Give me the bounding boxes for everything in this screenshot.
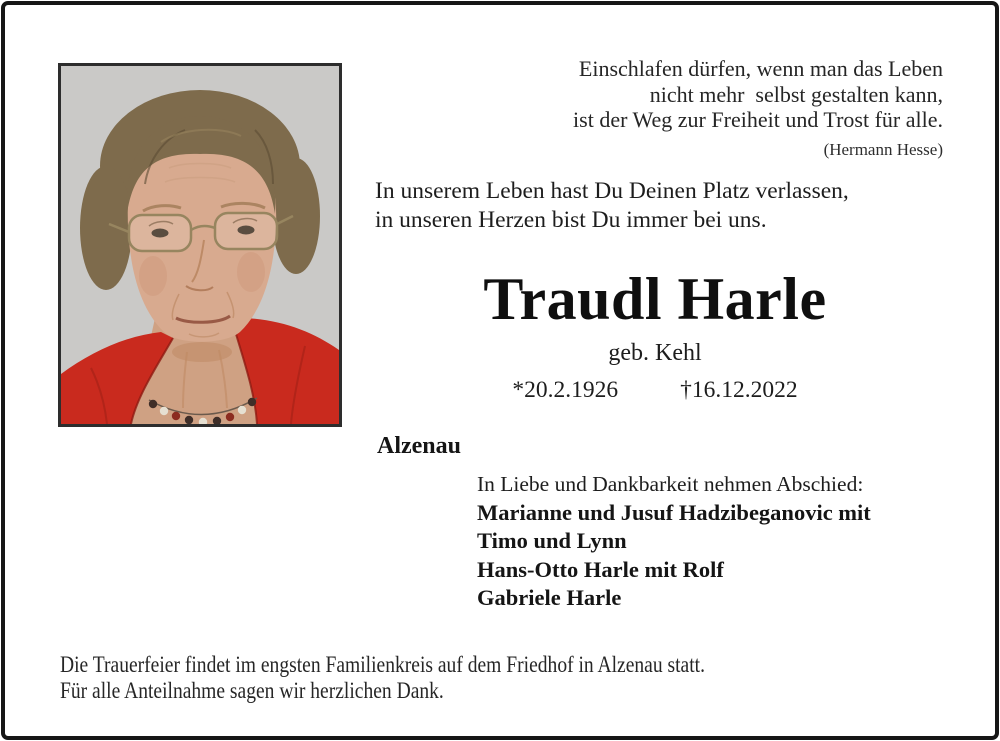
farewell-block (477, 470, 871, 613)
portrait-illustration (61, 66, 339, 424)
location-label: Alzenau (377, 433, 461, 459)
cheek-right (237, 252, 265, 292)
life-dates (355, 377, 955, 403)
portrait-photo (58, 63, 342, 427)
chin-shadow (172, 342, 232, 362)
funeral-info (60, 652, 705, 703)
opening-quote (573, 56, 943, 162)
deceased-block (355, 268, 955, 403)
hair-right (272, 158, 320, 274)
memorial-message (375, 177, 849, 234)
hair-left (80, 166, 132, 290)
farewell-intro: In Liebe und Dankbarkeit nehmen Abschied: (477, 472, 864, 496)
quote-line-3: ist der Weg zur Freiheit und Trost für alle. (573, 107, 943, 132)
mourner-line-3: Hans-Otto Harle mit Rolf (477, 556, 724, 582)
cheek-left (139, 256, 167, 296)
death-date: †16.12.2022 (680, 377, 798, 403)
maiden-name: geb. Kehl (608, 340, 702, 366)
funeral-info-line-2: Für alle Anteilnahme sagen wir herzlichen Dank. (60, 677, 444, 703)
mourner-line-1: Marianne und Jusuf Hadzibeganovic mit (477, 499, 871, 525)
deceased-name: Traudl Harle (483, 266, 827, 332)
quote-line-1: Einschlafen dürfen, wenn man das Leben (578, 56, 943, 81)
quote-attribution: (Hermann Hesse) (823, 139, 943, 159)
message-line-1: In unserem Leben hast Du Deinen Platz verlassen, (375, 178, 849, 204)
birth-date: *20.2.1926 (512, 377, 619, 403)
quote-line-2: nicht mehr selbst gestalten kann, (649, 81, 943, 107)
funeral-info-line-1: Die Trauerfeier findet im engsten Familienkreis auf dem Friedhof in Alzenau statt. (60, 652, 705, 677)
mourner-line-4: Gabriele Harle (477, 585, 622, 611)
message-line-2: in unseren Herzen bist Du immer bei uns. (375, 206, 767, 233)
mourner-line-2: Timo und Lynn (477, 528, 627, 554)
